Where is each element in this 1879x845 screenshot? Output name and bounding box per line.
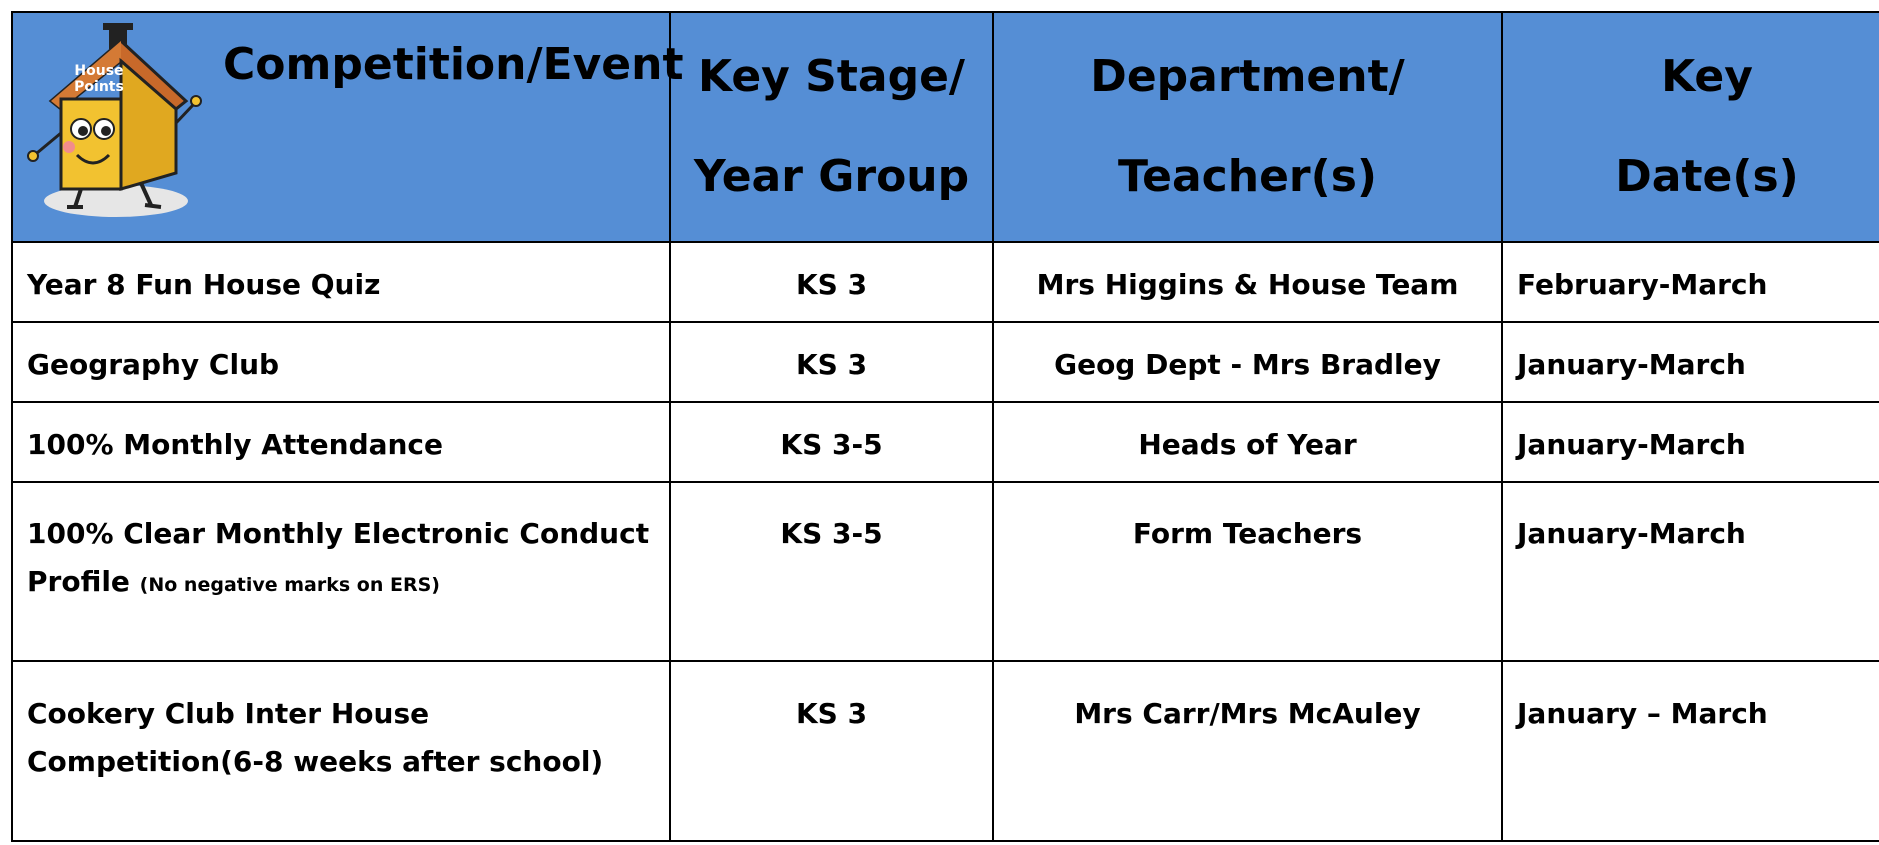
- key-stage-cell: KS 3: [670, 322, 993, 402]
- house-points-table-wrap: [11, 11, 1879, 845]
- key-stage-cell: KS 3: [670, 661, 993, 841]
- dates-cell: January-March: [1502, 482, 1879, 661]
- event-cell: Year 8 Fun House Quiz: [12, 242, 670, 322]
- event-cell: Cookery Club Inter House Competition(6-8 weeks after school): [12, 661, 670, 841]
- department-cell: Geog Dept - Mrs Bradley: [993, 322, 1502, 402]
- event-cell: Geography Club: [12, 322, 670, 402]
- table-row: [12, 242, 1879, 322]
- house-points-logo: [21, 23, 211, 223]
- header-key-stage-line2: Year Group: [693, 151, 970, 202]
- event-note: (No negative marks on ERS): [139, 574, 440, 596]
- key-stage-cell: KS 3-5: [670, 482, 993, 661]
- dates-cell: February-March: [1502, 242, 1879, 322]
- logo-text-points: Points: [74, 79, 124, 95]
- table-row: [12, 661, 1879, 841]
- header-competition-event-label: Competition/Event: [223, 39, 684, 90]
- event-cell: [12, 482, 670, 661]
- header-key-dates-line1: Key: [1661, 51, 1753, 102]
- table-row: [12, 482, 1879, 661]
- key-stage-cell: KS 3-5: [670, 402, 993, 482]
- table-header-row: [12, 12, 1879, 242]
- header-competition-event: [12, 12, 684, 242]
- logo-text-house: House: [74, 63, 124, 79]
- house-points-table: [11, 11, 1879, 842]
- department-cell: Heads of Year: [993, 402, 1502, 482]
- department-cell: Mrs Carr/Mrs McAuley: [993, 661, 1502, 841]
- header-department-line1: Department/: [1090, 51, 1405, 102]
- header-key-dates: [1502, 12, 1879, 242]
- header-key-dates-line2: Date(s): [1615, 151, 1799, 202]
- event-text: 100% Clear Monthly Electronic Conduct Profile: [27, 517, 650, 598]
- table-row: [12, 402, 1879, 482]
- table-row: [12, 322, 1879, 402]
- dates-cell: January-March: [1502, 322, 1879, 402]
- dates-cell: January-March: [1502, 402, 1879, 482]
- header-key-stage-line1: Key Stage/: [698, 51, 965, 102]
- key-stage-cell: KS 3: [670, 242, 993, 322]
- header-key-stage: [670, 12, 993, 242]
- department-cell: Form Teachers: [993, 482, 1502, 661]
- event-cell: 100% Monthly Attendance: [12, 402, 670, 482]
- header-department: [993, 12, 1502, 242]
- dates-cell: January – March: [1502, 661, 1879, 841]
- header-department-line2: Teacher(s): [1117, 151, 1378, 202]
- department-cell: Mrs Higgins & House Team: [993, 242, 1502, 322]
